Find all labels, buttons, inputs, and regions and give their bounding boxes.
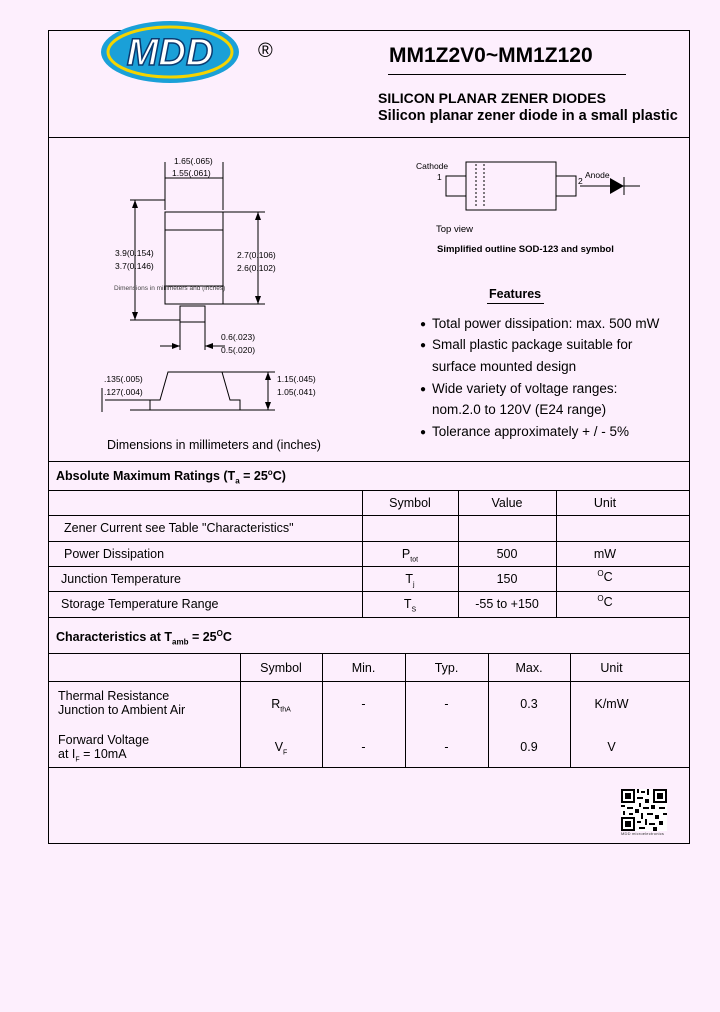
- char-unit: V: [607, 740, 616, 754]
- abs-max-value: 150: [496, 572, 518, 586]
- char-header-typ: Typ.: [434, 661, 459, 675]
- abs-max-value: -55 to +150: [475, 597, 539, 611]
- char-param: Junction to Ambient Air: [58, 703, 186, 717]
- char-header-max: Max.: [515, 661, 543, 675]
- dim-right-1: 2.7(0.106): [237, 250, 276, 260]
- abs-max-title: Absolute Maximum Ratings $(T_a = 25^oC)$: [56, 468, 286, 486]
- cathode-pin-number: 1: [437, 172, 442, 182]
- abs-max-unit: $^O$C: [597, 594, 613, 610]
- anode-pin-number: 2: [578, 176, 583, 186]
- divider-abs-max-top: [49, 461, 690, 462]
- divider-header: [49, 137, 690, 138]
- dim-top-2: 1.55(.061): [172, 168, 211, 178]
- feature-item: ● Tolerance approximately + / - 5%: [420, 424, 629, 439]
- bullet-icon: ●: [420, 319, 427, 330]
- abs-max-bottom: [49, 617, 690, 618]
- dim-left-2: 3.7(0.146): [115, 261, 154, 271]
- dim-side-left-2: .127(.004): [104, 387, 143, 397]
- char-symbol: $V_F$: [274, 740, 288, 757]
- abs-max-symbol: $P_{tot}$: [401, 547, 419, 564]
- dim-side-right-1: 1.15(.045): [277, 374, 316, 384]
- feature-item: ● Small plastic package suitable for: [420, 337, 633, 352]
- char-min: -: [361, 697, 366, 711]
- qr-caption: MDD microelectronics: [621, 831, 665, 836]
- char-max: 0.9: [520, 740, 538, 754]
- bullet-icon: ●: [420, 340, 427, 351]
- anode-label: Anode: [585, 170, 610, 180]
- feature-item-continued: surface mounted design: [432, 359, 577, 374]
- drawing-inner-note: Dimensions in millimeters and (inches): [114, 285, 226, 292]
- char-max: 0.3: [520, 697, 538, 711]
- dim-side-right-2: 1.05(.041): [277, 387, 316, 397]
- part-number-title: MM1Z2V0~MM1Z120: [389, 44, 593, 67]
- characteristics-title: Characteristics at $T_{amb} = 25^OC$: [56, 629, 232, 647]
- bullet-icon: ●: [420, 427, 427, 438]
- dim-left-1: 3.9(0.154): [115, 248, 154, 258]
- abs-max-header-symbol: Symbol: [389, 496, 431, 510]
- registered-mark: ®: [258, 40, 273, 62]
- abs-max-header-top: [49, 490, 690, 491]
- char-unit: K/mW: [594, 697, 629, 711]
- char-header-min: Min.: [351, 661, 376, 675]
- mdd-logo: [100, 20, 240, 84]
- title-underline: [388, 74, 626, 75]
- abs-max-row-line: [49, 591, 690, 592]
- abs-max-value: 500: [496, 547, 518, 561]
- char-param: Thermal Resistance: [58, 689, 170, 703]
- abs-max-header-unit: Unit: [593, 496, 617, 510]
- dim-right-2: 2.6(0.102): [237, 263, 276, 273]
- char-typ: -: [444, 740, 449, 754]
- abs-max-unit: mW: [593, 547, 617, 561]
- abs-max-param: Junction Temperature: [61, 572, 181, 586]
- drawing-caption: Dimensions in millimeters and (inches): [107, 438, 321, 452]
- dim-lead-1: 0.6(.023): [221, 332, 256, 342]
- cathode-label: Cathode: [416, 161, 449, 171]
- char-typ: -: [444, 697, 449, 711]
- char-symbol: $R_{thA}$: [271, 697, 291, 714]
- subtitle-line-1: SILICON PLANAR ZENER DIODES: [378, 90, 606, 106]
- dim-top-1: 1.65(.065): [174, 156, 213, 166]
- features-underline: [487, 303, 544, 304]
- char-header-bottom: [49, 681, 690, 682]
- char-param: Forward Voltage: [58, 733, 150, 747]
- feature-item-continued: nom.2.0 to 120V (E24 range): [432, 402, 607, 417]
- package-outline-title: Simplified outline SOD-123 and symbol: [437, 244, 614, 255]
- feature-item: ● Wide variety of voltage ranges:: [420, 381, 618, 396]
- char-bottom: [49, 767, 690, 768]
- abs-max-unit: $^O$C: [597, 569, 613, 585]
- subtitle-line-2: Silicon planar zener diode in a small plastic: [378, 108, 678, 124]
- top-view-label: Top view: [436, 224, 473, 235]
- char-min: -: [361, 740, 366, 754]
- abs-max-header-value: Value: [491, 496, 523, 510]
- char-header-top: [49, 653, 690, 654]
- dim-side-left-1: .135(.005): [104, 374, 143, 384]
- abs-max-param: Zener Current see Table "Characteristics": [64, 521, 294, 535]
- abs-max-param: Power Dissipation: [64, 547, 165, 561]
- bullet-icon: ●: [420, 384, 427, 395]
- abs-max-symbol: $T_S$: [403, 597, 417, 614]
- abs-max-row-line: [49, 541, 690, 542]
- qr-code-icon: [621, 789, 667, 831]
- char-header-symbol: Symbol: [260, 661, 302, 675]
- abs-max-row-line: [49, 566, 690, 567]
- abs-max-row-line: [49, 515, 690, 516]
- abs-max-param: Storage Temperature Range: [61, 597, 219, 611]
- feature-item: ● Total power dissipation: max. 500 mW: [420, 316, 660, 331]
- logo-text: MDD: [126, 32, 214, 74]
- features-heading: Features: [489, 287, 542, 301]
- abs-max-symbol: $T_j$: [405, 572, 415, 589]
- char-param: at $I_F = 10mA$: [58, 747, 127, 764]
- dim-lead-2: 0.5(.020): [221, 345, 256, 355]
- sod123-outline-drawing: [440, 158, 650, 218]
- char-header-unit: Unit: [600, 661, 623, 675]
